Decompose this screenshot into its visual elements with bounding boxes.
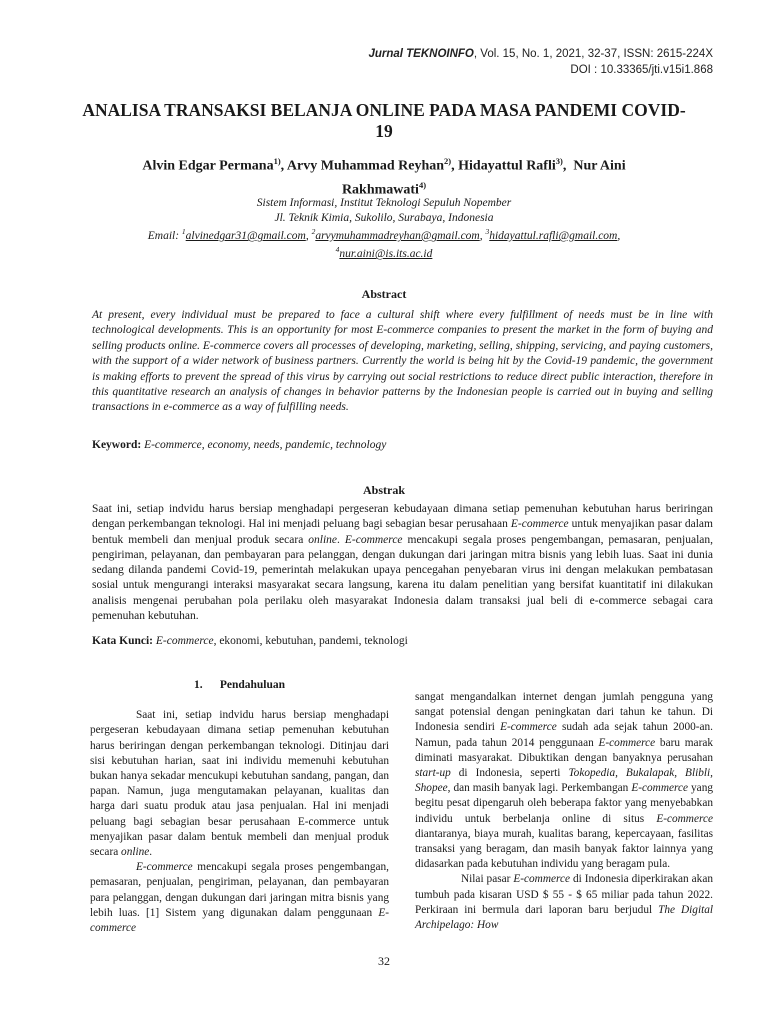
author-name: Alvin Edgar Permana [142,158,274,174]
author-sup: 2) [444,156,452,166]
email-link[interactable]: arvymuhammadreyhan@gmail.com [315,229,480,242]
author-name: Hidayattul Rafli [458,158,556,174]
paper-title: ANALISA TRANSAKSI BELANJA ONLINE PADA MASA PANDEMI COVID-19 [82,100,686,141]
paragraph: sangat mengandalkan internet dengan jumlah pengguna yang sangat potensial dengan peningkatan dari tahun ke tahun. Di Indonesia sendiri E-commerce sudah ada sejak tahun 2000-an. Namun, pada tahun 2014 penggunaan E-commerce baru marak diminati masyarakat. Dibuktikan dengan banyaknya perusahan start-up di Indonesia, seperti Tokopedia, Bukalapak, Blibli, Shopee, dan masih banyak lagi. Perkembangan E-commerce yang begitu pesat dipengaruh oleh beberapa faktor yang menyebabkan individu untuk berbelanja online di situs E-commerce diantaranya, biaya murah, kualitas barang, kepercayaan, fasilitas transaksi yang beragam, dan masih banyak faktor lainnya yang didasarkan pada kebutuhan individu yang beragam pula. [415,691,713,871]
keywords [92,438,713,453]
affiliation-address: Jl. Teknik Kimia, Sukolilo, Surabaya, Indonesia [274,211,494,224]
kata-kunci-text: , ekonomi, kebutuhan, pandemi, teknologi [213,635,408,647]
abstract-heading: Abstract [361,287,407,301]
journal-info: , Vol. 15, No. 1, 2021, 32-37, ISSN: 2615-224X [473,48,713,60]
journal-citation [368,46,713,62]
email-label: Email: [147,229,182,242]
kata-kunci-italic: E-commerce [155,635,214,647]
kata-kunci-label: Kata Kunci: [92,635,154,647]
paragraph: Nilai pasar E-commerce di Indonesia diperkirakan akan tumbuh pada kisaran USD $ 55 - $ 65 miliar pada tahun 2022. Perkiraan ini bermula dari laporan baru berjudul The Digital Archipelago: How [415,873,714,932]
kata-kunci [92,634,713,649]
section-heading: 1. Pendahuluan [193,679,286,691]
email-link[interactable]: nur.aini@is.its.ac.id [339,248,433,261]
author-list: Alvin Edgar Permana$^{1)}$, Arvy Muhammad Reyhan$^{2)}$, Hidayattul Rafli$^{3)}$, Nur Aini Rakhmawati$^{4)}$ [142,156,626,198]
author-name: Arvy Muhammad Reyhan [286,158,445,174]
journal-doi: DOI : 10.33365/jti.v15i1.868 [570,64,713,76]
journal-header [368,46,713,78]
email-link[interactable]: alvinedgar31@gmail.com [185,229,306,242]
affiliation-emails: Email: $^1$alvinedgar31@gmail.com, $^2$arvymuhammadreyhan@gmail.com, $^3$hidayattul.rafli@gmail.com, [147,227,621,242]
left-column [90,678,389,936]
right-column [415,690,713,933]
abstrak-heading: Abstrak [362,483,405,497]
abstract-text: At present, every individual must be prepared to face a cultural shift where every fulfillment of needs must be in line with technological developments. This is an opportunity for most E-commerce companies to present the market in the form of buying and selling products online. E-commerce covers all processes of developing, marketing, selling, shipping, servicing, and paying customers, with the support of a wider network of business partners. Currently the world is being hit by the Covid-19 pandemic, the government is making efforts to prevent the spread of this virus by carrying out social restrictions to reduce direct public interaction, therefore in this quantitative research an analysis of changes in behavior patterns by the Indonesian people is carried out in buying and selling transactions in e-commerce as a way of fulfilling needs. [92,309,713,414]
affiliation [80,196,688,262]
author-sup: 4) [418,179,427,190]
author-sup: 1) [273,156,281,166]
affiliation-emails-line2: $^4$nur.aini@is.its.ac.id [335,245,433,261]
keyword-text: E-commerce, economy, needs, pandemic, technology [144,439,387,451]
abstrak-text: Saat ini, setiap indvidu harus bersiap menghadapi pergeseran kebudayaan dimana setiap pemenuhan kebutuhan harus beriringan dengan perkembangan teknologi. Hal ini menjadi peluang bagi sebagian besar perusahaan E-commerce untuk menyajikan pasar dalam bentuk membeli dan menjual produk secara online. E-commerce mencakupi segala proses pengembangan, pemasaran, penjualan, pengiriman, pelayanan, dan pembayaran para pelanggan, dengan dukungan dari jaringan mitra bisnis yang lebih luas. Saat ini dunia sedang dilanda pandemi Covid-19, pemerintah melakukan upaya pencegahan penyebaran virus ini dengan melakukan pembatasan sosial untuk mengurangi interaksi masyarakat secara langsung, karena itu dalam penelitian yang bersifat kuantitatif ini dilakukan analisis mengenai perubahan pola perilaku oleh masyarakat Indonesia dalam transaksi jual beli di e-commerce sebagai cara pemenuhan kebutuhan. [92,503,713,623]
keyword-label: Keyword: [92,439,142,451]
page-number: 32 [378,954,390,968]
affiliation-institution: Sistem Informasi, Institut Teknologi Sepuluh Nopember [256,197,512,209]
journal-name: Jurnal TEKNOINFO [368,48,474,60]
author-sup: 3) [555,156,563,166]
author-name: Nur Aini Rakhmawati [341,158,626,198]
paragraph: E-commerce mencakupi segala proses pengembangan, pemasaran, penjualan, pengiriman, pelayanan, dan pembayaran para pelanggan, dengan dukungan dari jaringan mitra bisnis yang lebih luas. [1] Sistem yang digunakan dalam penggunaan E-commerce [90,861,389,935]
paragraph: Saat ini, setiap indvidu harus bersiap menghadapi pergeseran kebudayaan dimana setiap pemenuhan kebutuhan harus beriringan dengan perkembangan teknologi. Ditinjau dari sisi kebutuhan harian, saat ini individu memenuhi kebutuhan bukan hanya sekadar mencukupi kebutuhan sandang, pangan, dan papan. Namun, juga mengutamakan pelayanan, kualitas dan harga dari suatu produk atau jasa penjualan. Hal ini menjadi peluang bagi sebagian besar perusahaan E-commerce untuk menyajikan pasar dalam bentuk membeli dan menjual produk secara online. [90,709,389,859]
email-link[interactable]: hidayattul.rafli@gmail.com [489,229,618,242]
